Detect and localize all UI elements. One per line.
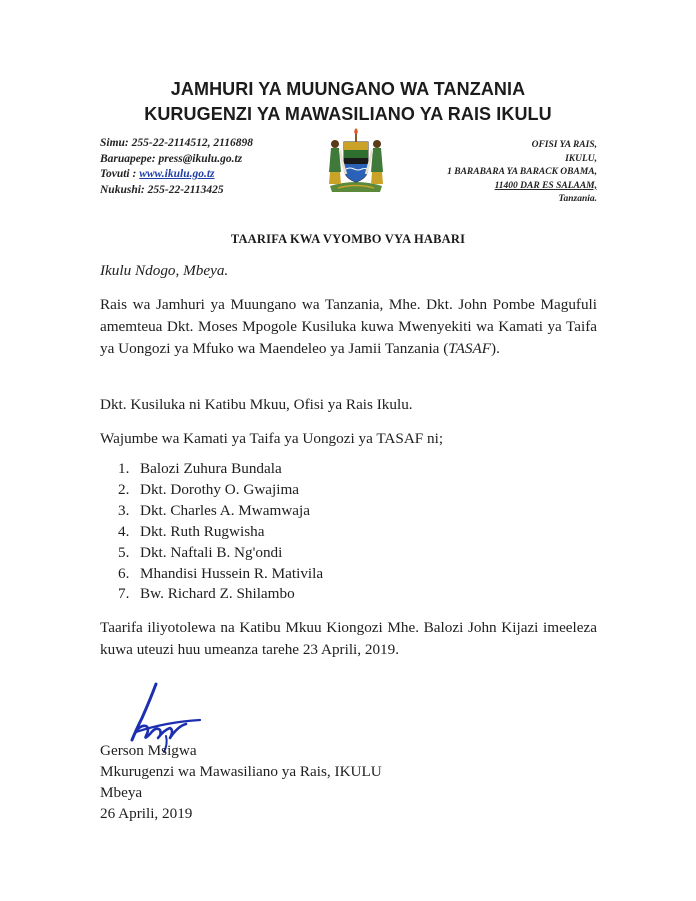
website-link[interactable]: www.ikulu.go.tz <box>139 168 215 180</box>
list-item <box>118 459 323 480</box>
email-line: Baruapepe: press@ikulu.go.tz <box>100 152 243 165</box>
list-item <box>118 501 323 522</box>
paragraph-statement: Taarifa iliyotolewa na Katibu Mkuu Kiongozi Mhe. Balozi John Kijazi imeeleza kuwa uteuzi huu umeanza tarehe 23 Aprili, 2019. <box>100 619 597 658</box>
paragraph-members-intro: Wajumbe wa Kamati ya Taifa ya Uongozi ya TASAF ni; <box>100 430 444 447</box>
signature-block <box>100 740 382 824</box>
tasaf-abbreviation: TASAF <box>448 340 492 357</box>
address-line-4: 11400 DAR ES SALAAM, <box>494 180 597 191</box>
list-item <box>118 564 323 585</box>
list-item-number: 4. <box>118 522 130 540</box>
contact-info-left <box>100 136 253 198</box>
list-item <box>118 543 323 564</box>
list-item <box>118 522 323 543</box>
member-name: Balozi Zuhura Bundala <box>140 460 282 477</box>
contact-info-right <box>447 139 597 207</box>
phone-line: Simu: 255-22-2114512, 2116898 <box>100 137 254 149</box>
list-item-number: 1. <box>118 460 130 477</box>
paragraph-appointment-end: ). <box>491 340 500 357</box>
paragraph-appointment <box>100 294 597 360</box>
fax-line: Nukushi: 255-22-2113425 <box>100 183 224 196</box>
list-item <box>118 480 323 501</box>
list-item-number: 7. <box>118 585 130 603</box>
address-line-3: 1 BARABARA YA BARACK OBAMA, <box>447 167 597 177</box>
address-line-2: IKULU, <box>565 153 597 164</box>
release-date: 26 Aprili, 2019 <box>100 805 193 822</box>
header-title-line2: KURUGENZI YA MAWASILIANO YA RAIS IKULU <box>144 104 552 124</box>
member-name: Dkt. Charles A. Mwamwaja <box>140 501 310 519</box>
header-title-line1: JAMHURI YA MUUNGANO WA TANZANIA <box>170 79 526 99</box>
member-name: Dkt. Naftali B. Ng'ondi <box>140 543 283 561</box>
list-item-number: 3. <box>118 501 130 519</box>
members-list <box>118 459 323 605</box>
dateline-place: Ikulu Ndogo, Mbeya. <box>100 262 229 279</box>
address-line-5: Tanzania. <box>558 194 597 204</box>
signatory-name: Gerson Msigwa <box>100 742 197 759</box>
list-item <box>118 584 323 605</box>
address-line-1: OFISI YA RAIS, <box>531 140 597 150</box>
list-item-number: 6. <box>118 564 130 582</box>
paragraph-position: Dkt. Kusiluka ni Katibu Mkuu, Ofisi ya Rais Ikulu. <box>100 396 413 413</box>
member-name: Dkt. Dorothy O. Gwajima <box>140 480 300 498</box>
signatory-location: Mbeya <box>100 784 143 801</box>
member-name: Bw. Richard Z. Shilambo <box>140 585 295 603</box>
signatory-title: Mkurugenzi wa Mawasiliano ya Rais, IKULU <box>100 763 382 780</box>
list-item-number: 5. <box>118 543 130 561</box>
coat-of-arms-emblem <box>320 128 392 194</box>
paragraph-appointment-text: Rais wa Jamhuri ya Muungano wa Tanzania, Mhe. Dkt. John Pombe Magufuli amemteua Dkt. Moses Mpogole Kusiluka kuwa Mwenyekiti wa Kamati ya Taifa ya Uongozi ya Mfuko wa Maendeleo ya Jamii Tanzania ( <box>100 296 597 357</box>
member-name: Mhandisi Hussein R. Mativila <box>140 564 324 582</box>
website-label: Tovuti : <box>100 168 140 180</box>
list-item-number: 2. <box>118 480 130 498</box>
website-line <box>100 167 253 183</box>
press-release-heading: TAARIFA KWA VYOMBO VYA HABARI <box>230 232 466 246</box>
member-name: Dkt. Ruth Rugwisha <box>140 522 265 540</box>
